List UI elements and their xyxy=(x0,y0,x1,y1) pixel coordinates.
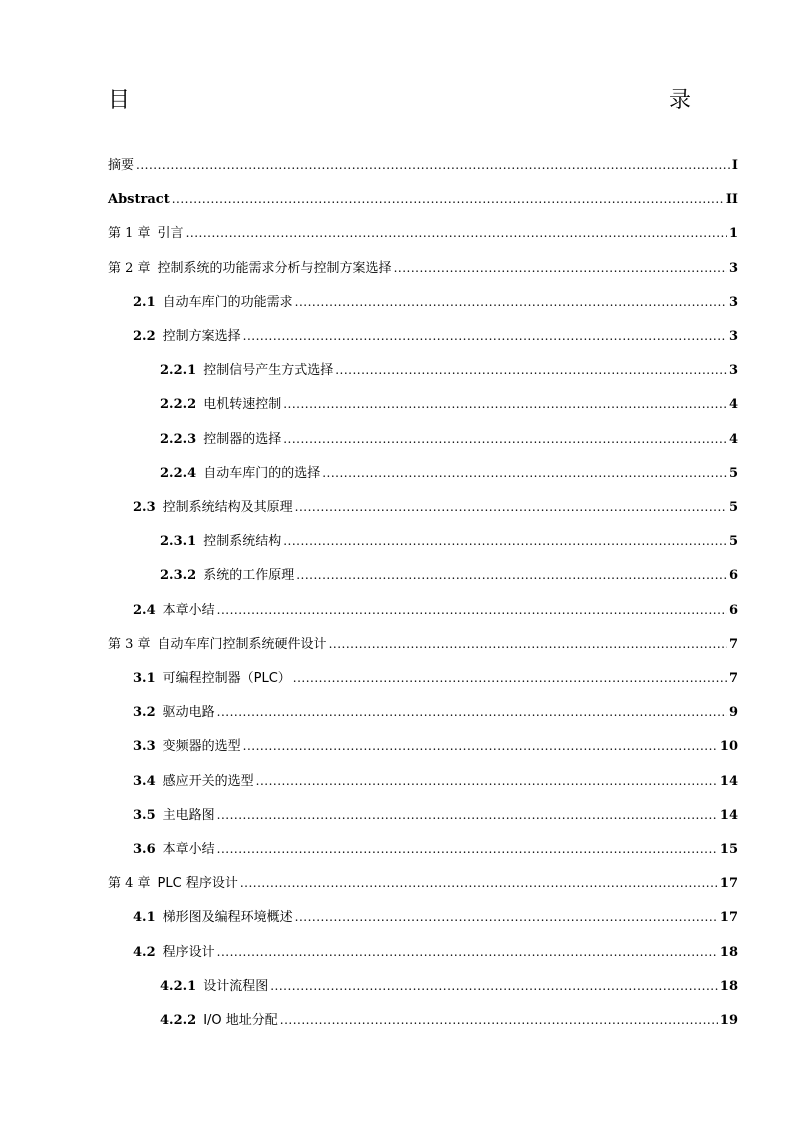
toc-entry-page-number: 6 xyxy=(728,568,738,583)
toc-entry[interactable] xyxy=(133,665,738,691)
toc-entry-number: 2.2.4 xyxy=(160,466,197,481)
toc-dot-leader xyxy=(217,836,718,863)
toc-dot-leader xyxy=(217,699,727,726)
toc-entry-number: 2.2.1 xyxy=(160,363,197,378)
toc-entry-label: I/O 地址分配 xyxy=(203,1013,278,1028)
toc-entry-label: 感应开关的选型 xyxy=(162,774,254,789)
toc-entry-label: 电机转速控制 xyxy=(203,397,282,412)
toc-entry-label: 变频器的选型 xyxy=(162,739,241,754)
toc-entry-number: 第 2 章 xyxy=(108,261,151,276)
toc-entry-number: 第 1 章 xyxy=(108,226,151,241)
toc-entry-number: 4.1 xyxy=(133,910,156,925)
toc-entry-label: Abstract xyxy=(108,192,170,207)
toc-entry-label: 本章小结 xyxy=(162,603,215,618)
toc-dot-leader xyxy=(217,802,718,829)
toc-entry-label: 控制系统结构及其原理 xyxy=(162,500,293,515)
toc-entry[interactable] xyxy=(160,528,738,554)
toc-entry-number: 2.3.2 xyxy=(160,568,197,583)
toc-entry-number: 2.2.3 xyxy=(160,432,197,447)
toc-entry[interactable] xyxy=(160,1007,738,1033)
toc-entry-page-number: 4 xyxy=(728,432,738,447)
toc-entry-number: 2.2.2 xyxy=(160,397,197,412)
toc-entry-page-number: 3 xyxy=(728,295,738,310)
toc-entry-label: 主电路图 xyxy=(162,808,215,823)
toc-entry-page-number: 4 xyxy=(728,397,738,412)
toc-entry-label: 控制器的选择 xyxy=(203,432,282,447)
toc-entry[interactable] xyxy=(108,870,738,896)
toc-entry-page-number: 3 xyxy=(728,329,738,344)
toc-entry[interactable] xyxy=(160,391,738,417)
toc-dot-leader xyxy=(335,357,727,384)
toc-entry-page-number: 17 xyxy=(719,876,738,891)
toc-entry-number: 第 4 章 xyxy=(108,876,151,891)
toc-entry-number: 2.3 xyxy=(133,500,156,515)
toc-entry-label: 程序设计 xyxy=(162,945,215,960)
toc-entry[interactable] xyxy=(160,562,738,588)
toc-entry-page-number: 6 xyxy=(728,603,738,618)
toc-dot-leader xyxy=(136,152,730,179)
toc-dot-leader xyxy=(283,426,727,453)
toc-entry[interactable] xyxy=(133,597,738,623)
toc-entry[interactable] xyxy=(108,631,738,657)
toc-entry-label: 自动车库门的的选择 xyxy=(203,466,321,481)
toc-entry-number: 2.4 xyxy=(133,603,156,618)
toc-entry[interactable] xyxy=(133,733,738,759)
toc-entry-page-number: 14 xyxy=(719,808,738,823)
toc-entry-page-number: I xyxy=(731,158,738,173)
toc-entry[interactable] xyxy=(160,460,738,486)
toc-dot-leader xyxy=(394,255,727,282)
toc-dot-leader xyxy=(322,460,727,487)
toc-entry[interactable] xyxy=(160,973,738,999)
toc-entry-label: 控制方案选择 xyxy=(162,329,241,344)
toc-entry-page-number: 3 xyxy=(728,261,738,276)
toc-entry-page-number: 10 xyxy=(719,739,738,754)
toc-entry-label: PLC 程序设计 xyxy=(157,876,238,891)
toc-dot-leader xyxy=(243,733,718,760)
toc-entry-label: 系统的工作原理 xyxy=(203,568,295,583)
toc-entry-page-number: 7 xyxy=(728,637,738,652)
toc-dot-leader xyxy=(293,665,727,692)
toc-entry[interactable] xyxy=(133,494,738,520)
toc-entry[interactable] xyxy=(133,768,738,794)
toc-entry-number: 3.3 xyxy=(133,739,156,754)
toc-entry[interactable] xyxy=(160,357,738,383)
toc-entry-number: 2.1 xyxy=(133,295,156,310)
toc-entry-label: 控制系统的功能需求分析与控制方案选择 xyxy=(157,261,392,276)
toc-entry-number: 第 3 章 xyxy=(108,637,151,652)
toc-dot-leader xyxy=(295,289,727,316)
toc-dot-leader xyxy=(296,562,727,589)
toc-entry-page-number: 9 xyxy=(728,705,738,720)
toc-entry[interactable] xyxy=(133,939,738,965)
toc-entry-number: 2.2 xyxy=(133,329,156,344)
toc-entry[interactable] xyxy=(108,186,738,212)
toc-entry[interactable] xyxy=(108,255,738,281)
toc-entry-number: 2.3.1 xyxy=(160,534,197,549)
toc-entry-page-number: 5 xyxy=(728,500,738,515)
toc-dot-leader xyxy=(283,391,727,418)
toc-dot-leader xyxy=(217,597,727,624)
toc-entry-number: 3.5 xyxy=(133,808,156,823)
toc-entry-page-number: 18 xyxy=(719,979,738,994)
toc-entry-page-number: 3 xyxy=(728,363,738,378)
toc-entry[interactable] xyxy=(133,904,738,930)
toc-entry[interactable] xyxy=(160,426,738,452)
toc-dot-leader xyxy=(186,220,727,247)
toc-entry-number: 4.2.2 xyxy=(160,1013,197,1028)
toc-entry-label: 摘要 xyxy=(108,158,135,173)
toc-entry-number: 4.2.1 xyxy=(160,979,197,994)
toc-entry-label: 自动车库门的功能需求 xyxy=(162,295,293,310)
toc-entry-label: 可编程控制器（PLC） xyxy=(162,671,291,686)
toc-entry[interactable] xyxy=(133,802,738,828)
toc-entry-label: 本章小结 xyxy=(162,842,215,857)
toc-entry-label: 设计流程图 xyxy=(203,979,269,994)
toc-entry-page-number: 5 xyxy=(728,534,738,549)
toc-entry[interactable] xyxy=(133,836,738,862)
toc-entry-number: 3.1 xyxy=(133,671,156,686)
toc-dot-leader xyxy=(280,1007,718,1034)
toc-entry-page-number: 19 xyxy=(719,1013,738,1028)
toc-entry-number: 4.2 xyxy=(133,945,156,960)
toc-dot-leader xyxy=(295,494,727,521)
toc-title-right: 录 xyxy=(669,88,692,113)
toc-dot-leader xyxy=(240,870,718,897)
toc-entry-page-number: 5 xyxy=(728,466,738,481)
toc-entry-label: 自动车库门控制系统硬件设计 xyxy=(157,637,327,652)
toc-entry-label: 梯形图及编程环境概述 xyxy=(162,910,293,925)
toc-dot-leader xyxy=(256,768,718,795)
toc-dot-leader xyxy=(172,186,724,213)
toc-entry[interactable] xyxy=(133,289,738,315)
toc-entry-label: 引言 xyxy=(157,226,184,241)
toc-entry-label: 控制系统结构 xyxy=(203,534,282,549)
toc-entry-number: 3.6 xyxy=(133,842,156,857)
toc-dot-leader xyxy=(295,904,718,931)
toc-entry-label: 控制信号产生方式选择 xyxy=(203,363,334,378)
toc-entry-number: 3.2 xyxy=(133,705,156,720)
toc-dot-leader xyxy=(217,939,718,966)
toc-dot-leader xyxy=(329,631,727,658)
toc-entry-page-number: 15 xyxy=(719,842,738,857)
toc-entry[interactable] xyxy=(108,220,738,246)
toc-entry-page-number: 17 xyxy=(719,910,738,925)
toc-dot-leader xyxy=(270,973,718,1000)
toc-title-left: 目 xyxy=(108,88,131,113)
toc-entry-label: 驱动电路 xyxy=(162,705,215,720)
toc-entry[interactable] xyxy=(133,699,738,725)
toc-entry-page-number: 14 xyxy=(719,774,738,789)
toc-entry[interactable] xyxy=(133,323,738,349)
toc-dot-leader xyxy=(283,528,727,555)
toc-entry-number: 3.4 xyxy=(133,774,156,789)
toc-dot-leader xyxy=(243,323,727,350)
toc-entry-page-number: 18 xyxy=(719,945,738,960)
toc-entry-page-number: II xyxy=(725,192,738,207)
toc-entry-page-number: 1 xyxy=(728,226,738,241)
toc-entry[interactable] xyxy=(108,152,738,178)
toc-entry-page-number: 7 xyxy=(728,671,738,686)
